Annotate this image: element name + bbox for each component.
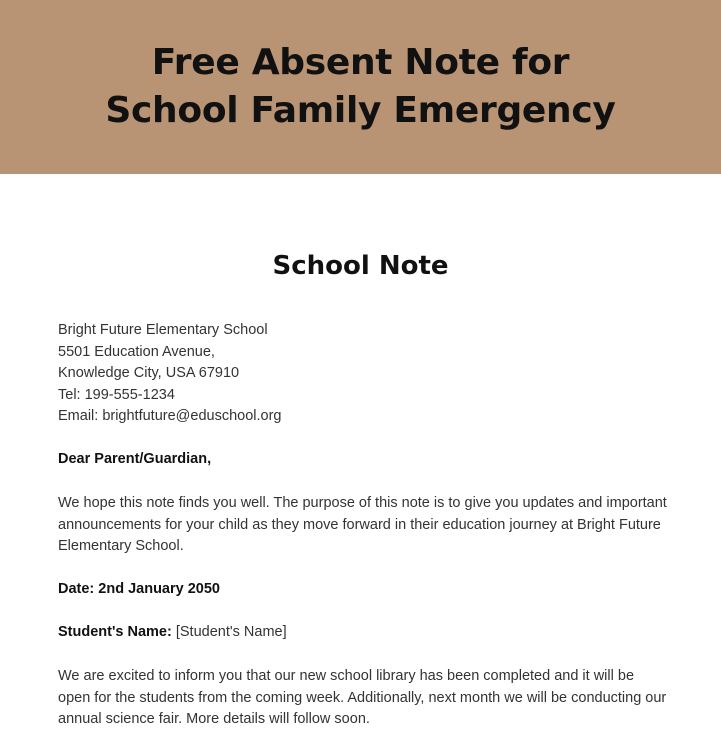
announcement-paragraph: We are excited to inform you that our new school library has been completed and it will be open for the students from the coming week. Additionally, next month we will be conducting our annual science fair. More details will follow soon. [58,668,667,727]
student-name-line [58,622,668,644]
intro-paragraph: We hope this note finds you well. The purpose of this note is to give you updates and important announcements for your child as they move forward in their education journey at Bright Future Elementary School. [58,495,667,554]
banner-title-line-2: School Family Emergency [105,90,616,131]
school-city: Knowledge City, USA 67910 [58,365,240,381]
school-phone: Tel: 199-555-1234 [58,386,175,403]
student-name-label: Student's Name: [58,624,172,640]
header-banner [0,0,721,174]
school-address-block [58,320,678,428]
student-name-value: [Student's Name] [171,624,287,640]
banner-title-line-1: Free Absent Note for [151,42,570,83]
school-name: Bright Future Elementary School [58,322,268,338]
document-title: School Note [272,251,449,281]
school-street: 5501 Education Avenue, [58,343,215,360]
note-date: Date: 2nd January 2050 [58,581,220,597]
school-email: Email: brightfuture@eduschool.org [58,408,282,424]
greeting: Dear Parent/Guardian, [58,451,212,467]
